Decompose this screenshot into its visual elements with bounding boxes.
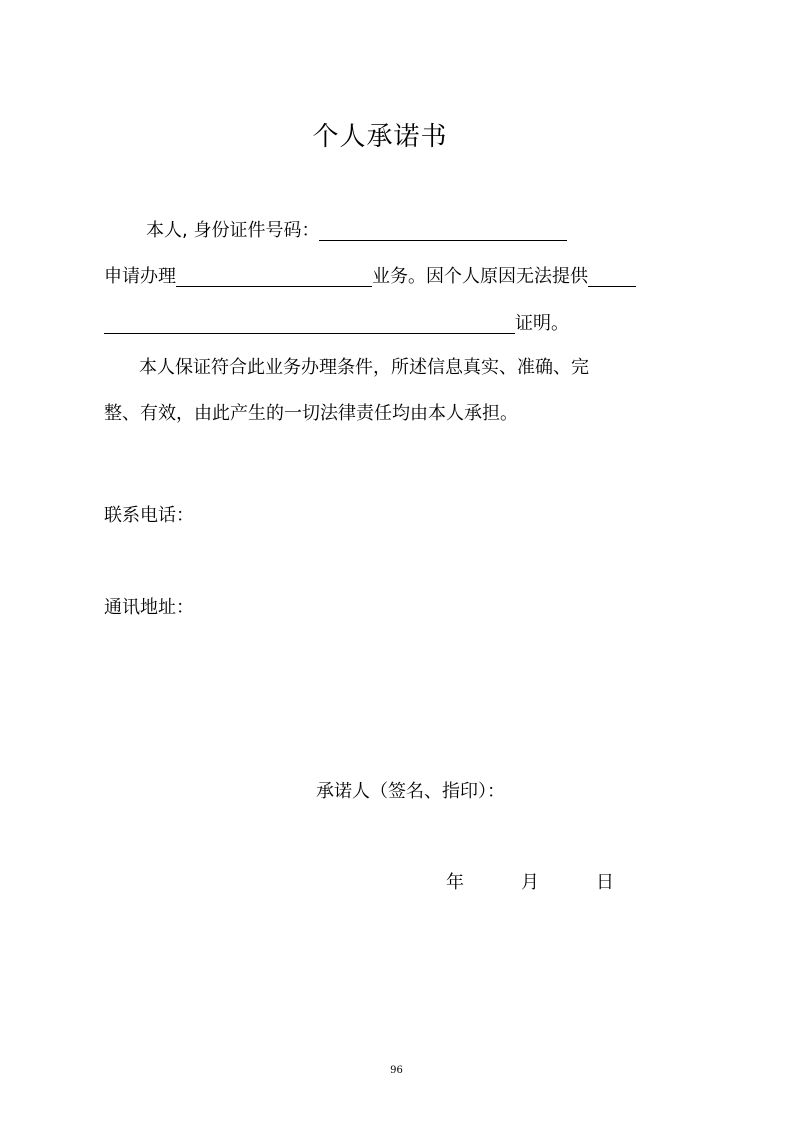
signature-label: 承诺人（签名、指印）： xyxy=(316,781,505,802)
guarantee-line-2 xyxy=(104,401,518,427)
date-month xyxy=(521,870,539,896)
business-name-blank[interactable] xyxy=(176,266,372,287)
phone-label: 联系电话： xyxy=(104,505,194,526)
signature-line xyxy=(316,779,505,805)
apply-business-line xyxy=(104,264,636,290)
apply-business-middle: 业务。因个人原因无法提供 xyxy=(372,266,588,287)
date-day xyxy=(596,870,614,896)
guarantee-line-1 xyxy=(139,355,589,381)
guarantee-text-2: 整、有效，由此产生的一切法律责任均由本人承担。 xyxy=(104,403,518,424)
proof-name-blank[interactable] xyxy=(104,313,515,334)
page-number: 96 xyxy=(390,1065,403,1076)
year-label: 年 xyxy=(446,872,464,893)
phone-line xyxy=(104,503,194,529)
id-number-line xyxy=(146,218,567,244)
apply-business-prefix: 申请办理 xyxy=(104,266,176,287)
proof-line xyxy=(104,311,569,337)
guarantee-text-1: 本人保证符合此业务办理条件，所述信息真实、准确、完 xyxy=(139,357,589,378)
proof-suffix: 证明。 xyxy=(515,313,569,334)
proof-name-blank-start[interactable] xyxy=(588,266,636,287)
address-line xyxy=(104,595,194,621)
date-year xyxy=(446,870,464,896)
month-label: 月 xyxy=(521,872,539,893)
page-title: 个人承诺书 xyxy=(312,122,448,152)
id-number-label: 本人, 身份证件号码： xyxy=(146,220,320,241)
day-label: 日 xyxy=(596,872,614,893)
address-label: 通讯地址： xyxy=(104,597,194,618)
id-number-blank[interactable] xyxy=(319,220,567,241)
